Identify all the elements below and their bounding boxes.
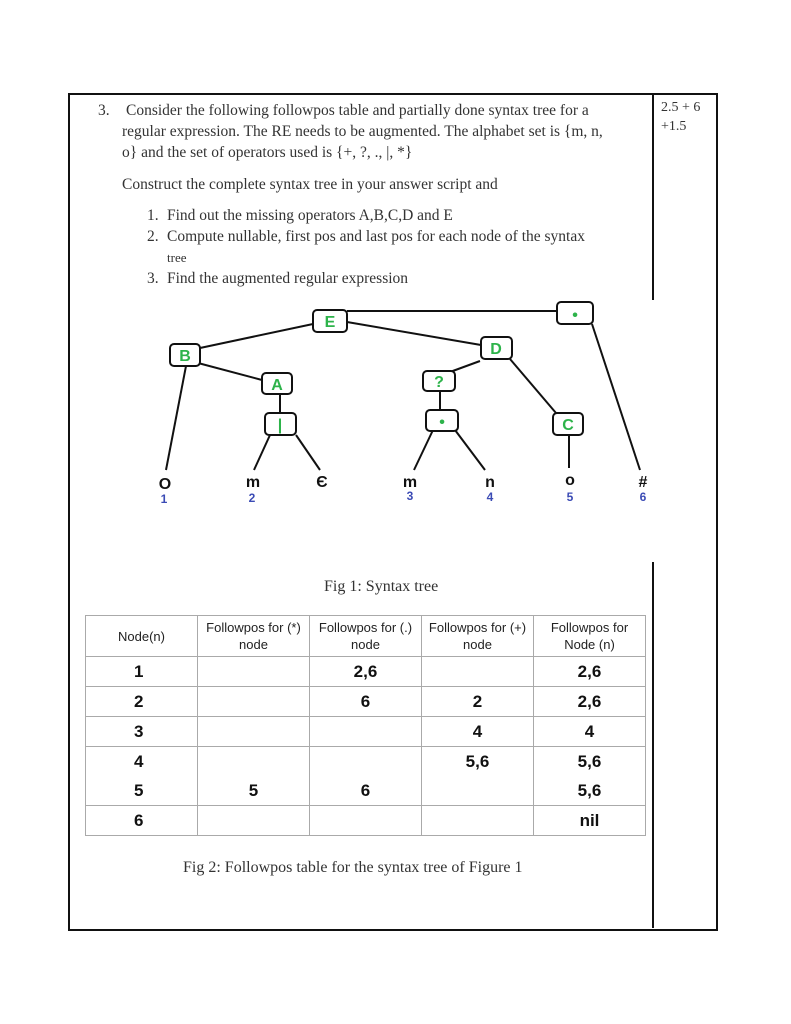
cell: 3 — [86, 717, 198, 747]
cell: 6 — [310, 776, 422, 806]
leaf-symbol: m — [245, 474, 261, 491]
table-row — [86, 717, 646, 747]
leaf-position: 5 — [566, 490, 574, 504]
task-number: 1. — [147, 207, 159, 224]
leaf-position: 6 — [639, 490, 647, 504]
leaf-position: 1 — [160, 492, 168, 506]
cell — [310, 747, 422, 777]
table-row — [86, 747, 646, 777]
cell: 2,6 — [534, 687, 646, 717]
question-line: o} and the set of operators used is {+, ?, ., |, *} — [122, 144, 413, 161]
cell: 4 — [422, 717, 534, 747]
cell: 5,6 — [534, 776, 646, 806]
cell — [422, 776, 534, 806]
cell: 2,6 — [310, 657, 422, 687]
cell — [422, 657, 534, 687]
marks-line: +1.5 — [661, 119, 687, 134]
leaf-symbol: m — [402, 474, 418, 491]
table-row — [86, 657, 646, 687]
leaf-symbol: o — [565, 472, 575, 489]
table-row — [86, 806, 646, 836]
cell: 6 — [86, 806, 198, 836]
cell: 1 — [86, 657, 198, 687]
cell — [310, 717, 422, 747]
cell: 5 — [198, 776, 310, 806]
column-header: Followpos for (+) node — [422, 616, 534, 657]
cell: 5 — [86, 776, 198, 806]
task-text: tree — [167, 250, 187, 265]
cell: 6 — [310, 687, 422, 717]
instruction: Construct the complete syntax tree in your answer script and — [122, 176, 498, 193]
cell: nil — [534, 806, 646, 836]
table-row — [86, 776, 646, 806]
node-bar: | — [277, 417, 283, 434]
leaf-symbol: O — [158, 476, 172, 493]
cell — [198, 657, 310, 687]
leaf-symbol: # — [638, 474, 648, 491]
cell — [198, 747, 310, 777]
cell: 5,6 — [422, 747, 534, 777]
cell: 4 — [534, 717, 646, 747]
cell — [422, 806, 534, 836]
column-header: Node(n) — [86, 616, 198, 657]
question-line: regular expression. The RE needs to be augmented. The alphabet set is {m, n, — [122, 123, 603, 140]
node-A: A — [271, 377, 283, 394]
table-header-row — [86, 616, 646, 657]
column-header: Followpos for (.) node — [310, 616, 422, 657]
leaf-symbol: Є — [316, 474, 328, 491]
cell: 2 — [86, 687, 198, 717]
node-q: ? — [434, 374, 444, 391]
task-text: Compute nullable, first pos and last pos for each node of the syntax — [167, 228, 585, 245]
cell: 2 — [422, 687, 534, 717]
leaf-position: 3 — [406, 489, 414, 503]
task-number: 2. — [147, 228, 159, 245]
cell — [310, 806, 422, 836]
marks-line: 2.5 + 6 — [661, 100, 701, 115]
cell — [198, 717, 310, 747]
node-B: B — [179, 348, 191, 365]
fig2-caption: Fig 2: Followpos table for the syntax tree of Figure 1 — [183, 859, 523, 876]
task-text: Find the augmented regular expression — [167, 270, 409, 287]
column-header: Followpos for Node (n) — [534, 616, 646, 657]
followpos-table — [85, 615, 646, 836]
cell: 2,6 — [534, 657, 646, 687]
question-line: Consider the following followpos table and partially done syntax tree for a — [126, 102, 589, 119]
table-row — [86, 687, 646, 717]
node-E: E — [324, 314, 336, 331]
leaf-symbol: n — [485, 474, 495, 491]
cell — [198, 687, 310, 717]
node-C: C — [562, 417, 574, 434]
cell: 5,6 — [534, 747, 646, 777]
leaf-position: 2 — [248, 491, 256, 505]
question-number: 3. — [98, 102, 110, 119]
node-D: D — [490, 341, 502, 358]
leaf-position: 4 — [486, 490, 494, 504]
cell: 4 — [86, 747, 198, 777]
node-cat: • — [439, 414, 445, 431]
task-number: 3. — [147, 270, 159, 287]
node-root: • — [572, 307, 578, 324]
column-header: Followpos for (*) node — [198, 616, 310, 657]
fig1-caption: Fig 1: Syntax tree — [324, 578, 439, 595]
cell — [198, 806, 310, 836]
task-text: Find out the missing operators A,B,C,D and E — [167, 207, 453, 224]
